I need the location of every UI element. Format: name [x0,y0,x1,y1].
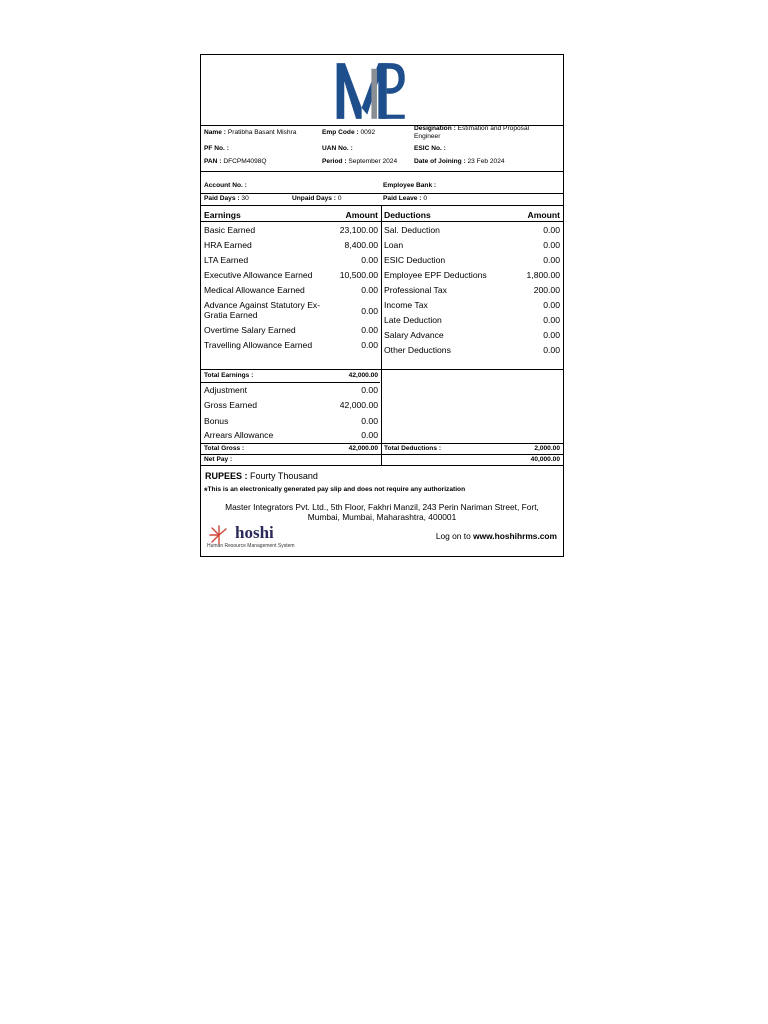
earning-label: Medical Allowance Earned [204,285,305,295]
gross-earned-amount: 42,000.00 [339,400,378,410]
net-pay-label: Net Pay : [204,456,233,463]
deductions-header: Deductions [384,210,431,220]
earning-amount: 0.00 [361,306,378,316]
deduction-amount: 0.00 [543,330,560,340]
account-number: Account No. : [204,182,247,189]
divider [201,205,563,206]
paid-leave: Paid Leave : 0 [383,195,427,202]
divider [201,171,563,172]
deduction-label: Late Deduction [384,315,442,325]
total-gross-value: 42,000.00 [348,445,378,452]
payslip [200,54,564,557]
earning-label: Overtime Salary Earned [204,325,296,335]
arrears-amount: 0.00 [361,430,378,440]
hoshi-brand-name: hoshi [235,523,274,542]
pan-number: PAN : DFCPM4098Q [204,158,267,165]
earning-amount: 10,500.00 [339,270,378,280]
divider [201,221,563,222]
logon-text: Log on to www.hoshihrms.com [435,531,557,541]
deduction-amount: 0.00 [543,240,560,250]
deductions-amount-header: Amount [527,210,560,220]
deduction-amount: 0.00 [543,345,560,355]
bonus-label: Bonus [204,416,229,426]
hoshi-tagline: Human Resource Management System [207,543,295,549]
deduction-label: Other Deductions [384,345,451,355]
total-earnings-value: 42,000.00 [348,372,378,379]
mp-logo-icon [335,59,405,123]
earning-amount: 0.00 [361,325,378,335]
divider [201,454,563,455]
earning-label: HRA Earned [204,240,252,250]
earnings-amount-header: Amount [345,210,378,220]
date-of-joining: Date of Joining : 23 Feb 2024 [414,158,505,165]
earning-label: Advance Against Statutory Ex- Gratia Earned [204,300,321,320]
employee-name: Name : Pratibha Basant Mishra [204,129,297,136]
divider [201,382,380,383]
deduction-label: Sal. Deduction [384,225,440,235]
earning-label: Travelling Allowance Earned [204,340,313,350]
unpaid-days: Unpaid Days : 0 [292,195,342,202]
arrears-label: Arrears Allowance [204,430,274,440]
pf-number: PF No. : [204,145,229,152]
total-deductions-label: Total Deductions : [384,445,442,452]
earning-label: LTA Earned [204,255,249,265]
emp-code: Emp Code : 0092 [322,129,376,136]
esic-number: ESIC No. : [414,145,446,152]
company-logo [335,59,405,123]
total-deductions-value: 2,000.00 [534,445,560,452]
earning-amount: 0.00 [361,340,378,350]
total-earnings-label: Total Earnings : [204,372,254,379]
deduction-label: Loan [384,240,404,250]
divider [201,443,563,444]
uan-number: UAN No. : [322,145,353,152]
adjustment-label: Adjustment [204,385,247,395]
divider [201,465,563,466]
earning-label: Basic Earned [204,225,256,235]
total-gross-label: Total Gross : [204,445,245,452]
amount-in-words: RUPEES : Fourty Thousand [205,471,318,481]
divider [201,193,563,194]
earning-amount: 0.00 [361,285,378,295]
deduction-amount: 0.00 [543,255,560,265]
earning-amount: 8,400.00 [344,240,378,250]
deduction-label: ESIC Deduction [384,255,446,265]
employee-bank: Employee Bank : [383,182,437,189]
net-pay-value: 40,000.00 [530,456,560,463]
divider [201,369,563,370]
deduction-amount: 0.00 [543,300,560,310]
hoshi-sparkle-icon [209,525,235,545]
authorization-notice: *This is an electronically generated pay slip and does not require any authorization [204,486,466,496]
earnings-header: Earnings [204,210,241,220]
earning-amount: 0.00 [361,255,378,265]
column-divider [381,205,382,465]
pay-period: Period : September 2024 [322,158,398,165]
bonus-amount: 0.00 [361,416,378,426]
hoshi-website-link[interactable]: www.hoshihrms.com [473,531,557,541]
deduction-label: Professional Tax [384,285,447,295]
deduction-amount: 200.00 [533,285,560,295]
deduction-label: Employee EPF Deductions [384,270,487,280]
earning-amount: 23,100.00 [339,225,378,235]
deduction-label: Salary Advance [384,330,444,340]
earning-label: Executive Allowance Earned [204,270,313,280]
designation: Designation : Estimation and Proposal Engineer [414,125,530,140]
hoshi-logo [209,523,319,553]
deduction-amount: 0.00 [543,225,560,235]
gross-earned-label: Gross Earned [204,400,258,410]
adjustment-amount: 0.00 [361,385,378,395]
deduction-label: Income Tax [384,300,428,310]
deduction-amount: 1,800.00 [526,270,560,280]
paid-days: Paid Days : 30 [204,195,249,202]
deduction-amount: 0.00 [543,315,560,325]
company-address: Master Integrators Pvt. Ltd., 5th Floor, Fakhri Manzil, 243 Perin Nariman Street, Fort, Mumbai, Mumbai, Maharashtra, 400001 [225,502,539,522]
